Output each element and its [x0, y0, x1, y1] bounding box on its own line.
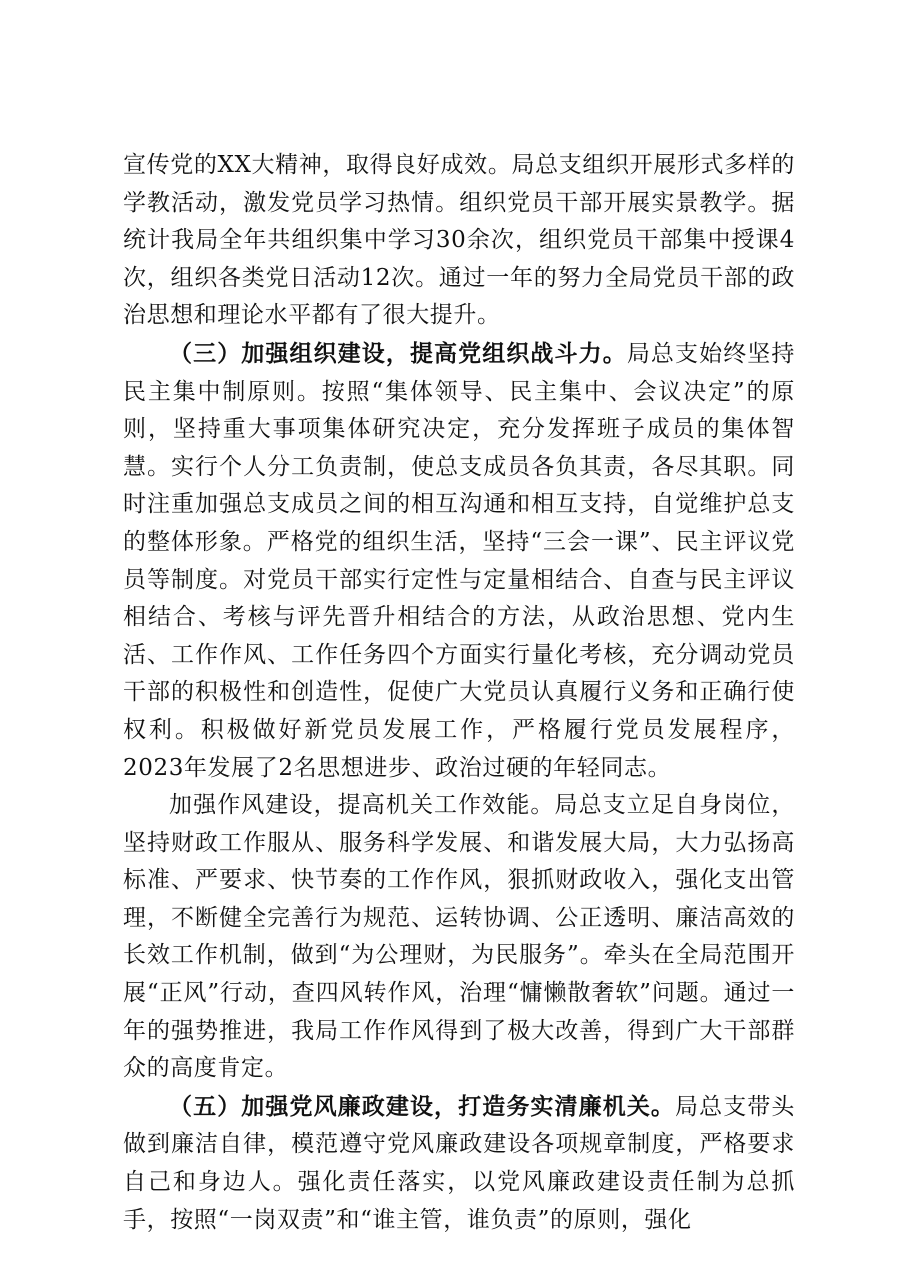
- paragraph-organization-building: [123, 335, 795, 787]
- paragraph-text: 宣传党的XX大精神，取得良好成效。局总支组织开展形式多样的学教活动，激发党员学习热情。组织党员干部开展实景教学。据统计我局全年共组织集中学习30余次，组织党员干部集中授课4次，组织各类党日活动12次。通过一年的努力全局党员干部的政治思想和理论水平都有了很大提升。: [123, 152, 795, 329]
- section-heading-three: （三）加强组织建设，提高党组织战斗力。: [169, 339, 627, 367]
- paragraph-work-style: [123, 787, 795, 1088]
- paragraph-text: 局总支带头做到廉洁自律，模范遵守党风廉政建设各项规章制度，严格要求自己和身边人。强化责任落实，以党风廉政建设责任制为总抓手，按照“一岗双责”和“谁主管，谁负责”的原则，强化: [123, 1093, 795, 1233]
- paragraph-integrity-building: [123, 1088, 795, 1239]
- paragraph-text: 局总支始终坚持民主集中制原则。按照“集体领导、民主集中、会议决定”的原则，坚持重大事项集体研究决定，充分发挥班子成员的集体智慧。实行个人分工负责制，使总支成员各负其责，各尽其职。同时注重加强总支成员之间的相互沟通和相互支持，自觉维护总支的整体形象。严格党的组织生活，坚持“三会一课”、民主评议党员等制度。对党员干部实行定性与定量相结合、自查与民主评议相结合、考核与评先晋升相结合的方法，从政治思想、党内生活、工作作风、工作任务四个方面实行量化考核，充分调动党员干部的积极性和创造性，促使广大党员认真履行义务和正确行使权利。积极做好新党员发展工作，严格履行党员发展程序，2023年发展了2名思想进步、政治过硬的年轻同志。: [123, 340, 796, 781]
- paragraph-continued: [123, 147, 795, 335]
- section-heading-five: （五）加强党风廉政建设，打造务实清廉机关。: [169, 1092, 676, 1120]
- paragraph-text: 加强作风建设，提高机关工作效能。局总支立足自身岗位，坚持财政工作服从、服务科学发展、和谐发展大局，大力弘扬高标准、严要求、快节奏的工作作风，狠抓财政收入，强化支出管理，不断健全完善行为规范、运转协调、公正透明、廉洁高效的长效工作机制，做到“为公理财，为民服务”。牵头在全局范围开展“正风”行动，查四风转作风，治理“慵懒散奢软”问题。通过一年的强势推进，我局工作作风得到了极大改善，得到广大干部群众的高度肯定。: [123, 792, 795, 1082]
- document-page: [123, 147, 795, 1239]
